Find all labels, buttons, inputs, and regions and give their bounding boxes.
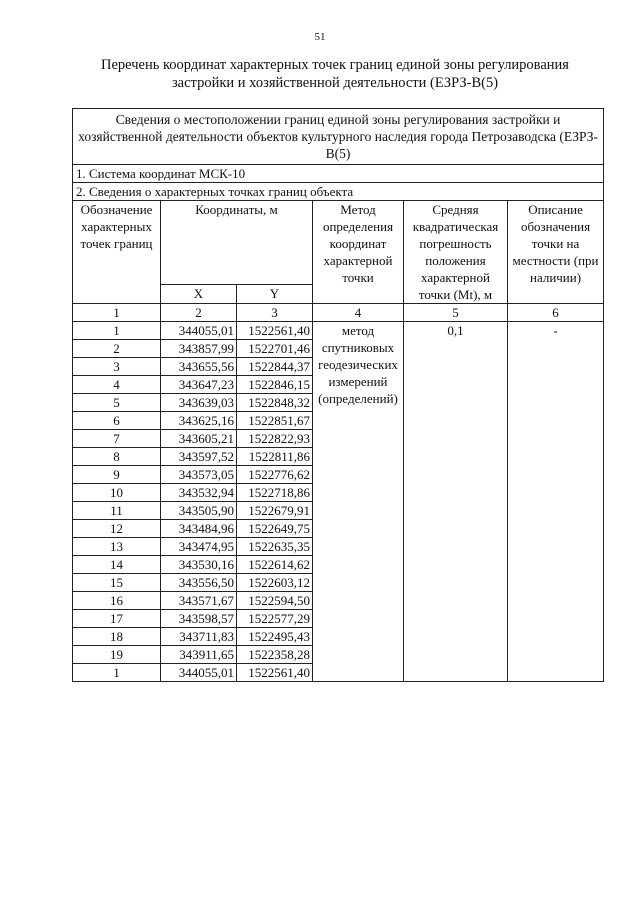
column-header-method: Метод определения координат характерной точки: [313, 201, 404, 304]
point-number-cell: 10: [73, 484, 161, 502]
x-coordinate-cell: 344055,01: [161, 664, 237, 682]
x-coordinate-cell: 343530,16: [161, 556, 237, 574]
point-number-cell: 1: [73, 664, 161, 682]
x-coordinate-cell: 343857,99: [161, 340, 237, 358]
y-coordinate-cell: 1522846,15: [237, 376, 313, 394]
x-coordinate-cell: 343556,50: [161, 574, 237, 592]
point-number-cell: 7: [73, 430, 161, 448]
y-coordinate-cell: 1522561,40: [237, 322, 313, 340]
y-coordinate-cell: 1522594,50: [237, 592, 313, 610]
column-number: 2: [161, 304, 237, 322]
x-coordinate-cell: 344055,01: [161, 322, 237, 340]
column-number: 6: [508, 304, 604, 322]
points-info-row: 2. Сведения о характерных точках границ объекта: [73, 183, 604, 201]
x-coordinate-cell: 343625,16: [161, 412, 237, 430]
column-number: 1: [73, 304, 161, 322]
point-number-cell: 16: [73, 592, 161, 610]
x-coordinate-cell: 343647,23: [161, 376, 237, 394]
accuracy-cell: 0,1: [404, 322, 508, 682]
column-header-description: Описание обозначения точки на местности (при наличии): [508, 201, 604, 304]
y-coordinate-cell: 1522561,40: [237, 664, 313, 682]
y-coordinate-cell: 1522701,46: [237, 340, 313, 358]
y-coordinate-cell: 1522649,75: [237, 520, 313, 538]
point-number-cell: 1: [73, 322, 161, 340]
point-number-cell: 3: [73, 358, 161, 376]
y-coordinate-cell: 1522844,37: [237, 358, 313, 376]
x-coordinate-cell: 343605,21: [161, 430, 237, 448]
column-header-y: Y: [237, 285, 313, 304]
point-number-cell: 17: [73, 610, 161, 628]
point-number-cell: 8: [73, 448, 161, 466]
x-coordinate-cell: 343474,95: [161, 538, 237, 556]
y-coordinate-cell: 1522822,93: [237, 430, 313, 448]
document-title-line-2: застройки и хозяйственной деятельности (ЕЗРЗ-В(5): [171, 75, 499, 91]
point-number-cell: 13: [73, 538, 161, 556]
column-header-designation: Обозначение характерных точек границ: [73, 201, 161, 304]
x-coordinate-cell: 343711,83: [161, 628, 237, 646]
point-number-cell: 14: [73, 556, 161, 574]
point-number-cell: 12: [73, 520, 161, 538]
section-header: Сведения о местоположении границ единой зоны регулирования застройки и хозяйственной деятельности объектов культурного наследия города Петрозаводска (ЕЗРЗ-В(5): [73, 109, 604, 165]
document-title-line-1: Перечень координат характерных точек границ единой зоны регулирования: [101, 57, 569, 73]
x-coordinate-cell: 343655,56: [161, 358, 237, 376]
x-coordinate-cell: 343505,90: [161, 502, 237, 520]
coordinates-table: [72, 108, 604, 682]
point-number-cell: 15: [73, 574, 161, 592]
y-coordinate-cell: 1522577,29: [237, 610, 313, 628]
point-number-cell: 19: [73, 646, 161, 664]
column-header-coordinates: Координаты, м: [161, 201, 313, 285]
x-coordinate-cell: 343571,67: [161, 592, 237, 610]
y-coordinate-cell: 1522358,28: [237, 646, 313, 664]
x-coordinate-cell: 343911,65: [161, 646, 237, 664]
y-coordinate-cell: 1522718,86: [237, 484, 313, 502]
column-header-x: X: [161, 285, 237, 304]
method-cell: метод спутниковых геодезических измерений (определений): [313, 322, 404, 682]
y-coordinate-cell: 1522848,32: [237, 394, 313, 412]
x-coordinate-cell: 343639,03: [161, 394, 237, 412]
x-coordinate-cell: 343484,96: [161, 520, 237, 538]
column-number: 5: [404, 304, 508, 322]
y-coordinate-cell: 1522679,91: [237, 502, 313, 520]
column-number: 3: [237, 304, 313, 322]
y-coordinate-cell: 1522776,62: [237, 466, 313, 484]
y-coordinate-cell: 1522851,67: [237, 412, 313, 430]
table-row: [73, 322, 604, 340]
x-coordinate-cell: 343573,05: [161, 466, 237, 484]
y-coordinate-cell: 1522603,12: [237, 574, 313, 592]
point-number-cell: 6: [73, 412, 161, 430]
column-header-accuracy: Средняя квадратическая погрешность положения характерной точки (Mt), м: [404, 201, 508, 304]
x-coordinate-cell: 343597,52: [161, 448, 237, 466]
y-coordinate-cell: 1522495,43: [237, 628, 313, 646]
point-number-cell: 9: [73, 466, 161, 484]
coordinate-system-row: 1. Система координат МСК-10: [73, 165, 604, 183]
column-number: 4: [313, 304, 404, 322]
point-number-cell: 4: [73, 376, 161, 394]
point-number-cell: 11: [73, 502, 161, 520]
document-title: [70, 56, 600, 92]
y-coordinate-cell: 1522635,35: [237, 538, 313, 556]
page-number: 51: [314, 31, 326, 43]
description-cell: -: [508, 322, 604, 682]
point-number-cell: 18: [73, 628, 161, 646]
x-coordinate-cell: 343532,94: [161, 484, 237, 502]
point-number-cell: 2: [73, 340, 161, 358]
y-coordinate-cell: 1522614,62: [237, 556, 313, 574]
point-number-cell: 5: [73, 394, 161, 412]
x-coordinate-cell: 343598,57: [161, 610, 237, 628]
y-coordinate-cell: 1522811,86: [237, 448, 313, 466]
